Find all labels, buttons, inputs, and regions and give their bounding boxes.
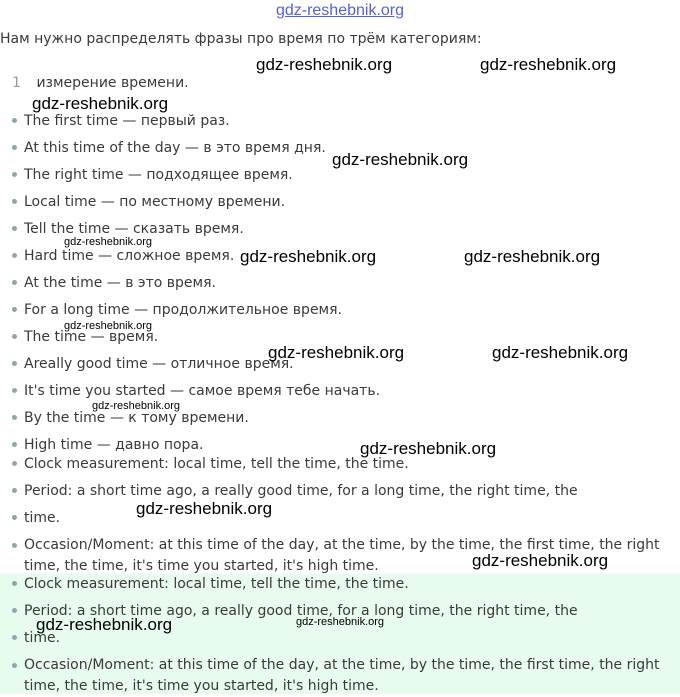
bullet-icon	[12, 145, 17, 150]
watermark: gdz-reshebnik.org	[136, 499, 273, 518]
list-item: High time — давно пора.	[0, 435, 678, 456]
watermark: gdz-reshebnik.org	[492, 343, 629, 362]
item-text: измерение времени.	[36, 75, 189, 91]
watermark: gdz-reshebnik.org	[64, 236, 153, 248]
watermark: gdz-reshebnik.org	[360, 439, 497, 458]
category-item: Clock measurement: local time, tell the time, the time.	[0, 454, 678, 475]
answer-item: Period: a short time ago, a really good time, for a long time, the right time, the	[0, 601, 678, 622]
watermark: gdz-reshebnik.org	[472, 551, 609, 570]
watermark: gdz-reshebnik.org	[332, 150, 469, 169]
answer-item: Clock measurement: local time, tell the time, the time.	[0, 574, 678, 595]
site-link[interactable]: gdz-reshebnik.org	[275, 2, 405, 19]
list-item: It's time you started — самое время тебе начать.	[0, 381, 678, 402]
list-item: Tell the time — сказать время.	[0, 219, 678, 240]
list-item: At the time — в это время.	[0, 273, 678, 294]
watermark: gdz-reshebnik.org	[64, 320, 153, 332]
list-item: The time — время.	[0, 327, 678, 348]
list-item: Areally good time — отличное время.	[0, 354, 678, 375]
list-item: By the time — к тому времени.	[0, 408, 678, 429]
bullet-icon	[12, 488, 17, 493]
watermark: gdz-reshebnik.org	[240, 247, 377, 266]
bullet-icon	[12, 635, 17, 640]
list-item: At this time of the day — в это время дня.	[0, 138, 678, 159]
bullet-icon	[12, 608, 17, 613]
bullet-icon	[12, 461, 17, 466]
list-item: Hard time — сложное время.	[0, 246, 678, 267]
bullet-icon	[12, 515, 17, 520]
bullet-icon	[12, 581, 17, 586]
watermark: gdz-reshebnik.org	[268, 343, 405, 362]
answer-item: Occasion/Moment: at this time of the day, at the time, by the time, the first time, the right time, the time, it's time you started, it's high time.	[0, 655, 678, 697]
category-item: Occasion/Moment: at this time of the day, at the time, by the time, the first time, the right time, the time, it's time you started, it's high time.	[0, 535, 678, 577]
list-item: The first time — первый раз.	[0, 111, 678, 132]
bullet-icon	[12, 663, 17, 668]
bullet-icon	[12, 361, 17, 366]
bullet-icon	[12, 388, 17, 393]
bullet-icon	[12, 226, 17, 231]
watermark: gdz-reshebnik.org	[36, 615, 173, 634]
watermark: gdz-reshebnik.org	[92, 400, 181, 412]
list-item: For a long time — продолжительное время.	[0, 300, 678, 321]
watermark: gdz-reshebnik.org	[464, 247, 601, 266]
bullet-icon	[12, 334, 17, 339]
item-number: 1	[12, 75, 21, 91]
bullet-icon	[12, 253, 17, 258]
intro-text: Нам нужно распределять фразы про время по трём категориям:	[0, 31, 482, 47]
watermark: gdz-reshebnik.org	[256, 55, 393, 74]
list-item: The right time — подходящее время.	[0, 165, 678, 186]
list-item: Local time — по местному времени.	[0, 192, 678, 213]
bullet-icon	[12, 280, 17, 285]
watermark: gdz-reshebnik.org	[480, 55, 617, 74]
answer-item: time.	[0, 628, 678, 649]
ordered-item	[12, 75, 189, 91]
bullet-icon	[12, 172, 17, 177]
bullet-icon	[12, 543, 17, 548]
watermark: gdz-reshebnik.org	[296, 616, 385, 628]
category-item: time.	[0, 508, 678, 529]
bullet-icon	[12, 118, 17, 123]
watermark: gdz-reshebnik.org	[32, 94, 169, 113]
bullet-icon	[12, 442, 17, 447]
bullet-icon	[12, 307, 17, 312]
bullet-icon	[12, 415, 17, 420]
bullet-icon	[12, 199, 17, 204]
category-item: Period: a short time ago, a really good time, for a long time, the right time, the	[0, 481, 678, 502]
